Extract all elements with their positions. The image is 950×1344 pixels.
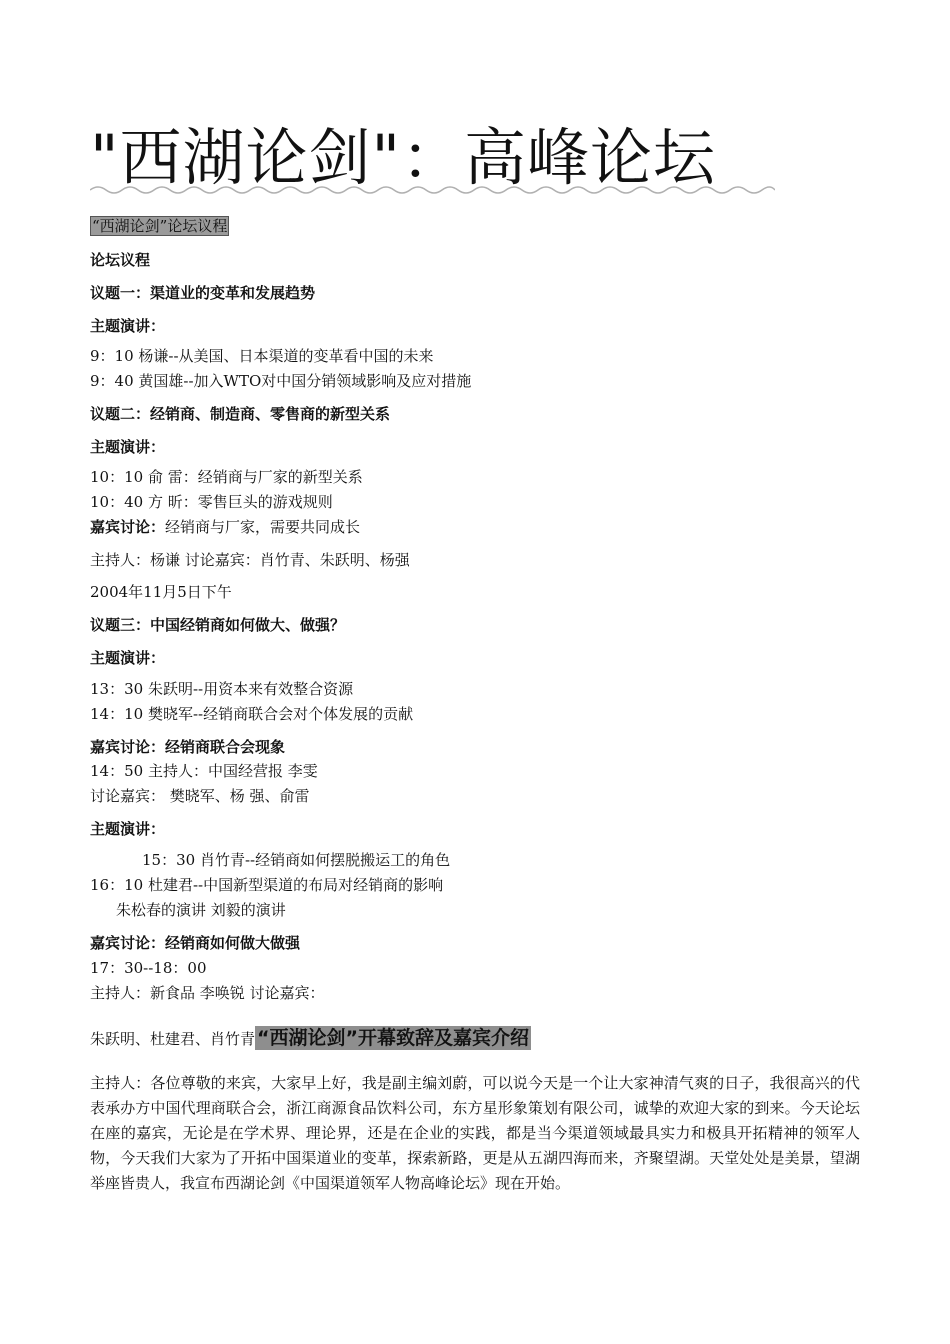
schedule-item: 16：10 杜建君--中国新型渠道的布局对经销商的影响 <box>90 876 444 894</box>
time-line: 17：30--18：00 <box>90 959 207 977</box>
page-title: "西湖论剑"：高峰论坛 <box>90 121 717 194</box>
schedule-item: 9：10 杨谦--从美国、日本渠道的变革看中国的未来 <box>90 347 434 365</box>
speech-label: 主题演讲： <box>90 438 166 456</box>
wavy-underline <box>90 184 775 196</box>
panel-discussion: 嘉宾讨论：经销商联合会现象 <box>90 738 286 756</box>
guests-line: 讨论嘉宾： 樊晓军、杨 强、俞雷 <box>90 787 310 805</box>
host-info: 主持人：新食品 李唤锐 讨论嘉宾： <box>90 984 325 1002</box>
opening-paragraph: 主持人：各位尊敬的来宾，大家早上好，我是副主编刘蔚，可以说今天是一个让大家神清气爽的日子，我很高兴的代表承办方中国代理商联合会，浙江商源食品饮料公司，东方星形象策划有限公司，诚挚的欢迎大家的到来。今天论坛在座的嘉宾，无论是在学术界、理论界，还是在企业的实践，都是当今渠道领域最具实力和极具开拓精神的领军人物，今天我们大家为了开拓中国渠道业的变革，探索新路，更是从五湖四海而来，齐聚望湖。天堂处处是美景，望湖举座皆贵人，我宣布西湖论剑《中国渠道领军人物高峰论坛》现在开始。 <box>90 1074 860 1192</box>
schedule-item: 10：10 俞 雷：经销商与厂家的新型关系 <box>90 468 363 486</box>
opening-heading: “西湖论剑”开幕致辞及嘉宾介绍 <box>257 1027 529 1049</box>
agenda-heading-box: “西湖论剑”论坛议程 <box>92 217 228 235</box>
topic-1: 议题一：渠道业的变革和发展趋势 <box>90 284 316 302</box>
agenda-label: 论坛议程 <box>90 251 151 269</box>
speech-label: 主题演讲： <box>90 317 166 335</box>
schedule-item: 14：50 主持人：中国经营报 李雯 <box>90 762 318 780</box>
schedule-item: 9：40 黄国雄--加入WTO对中国分销领域影响及应对措施 <box>90 372 472 390</box>
panel-discussion: 嘉宾讨论：经销商与厂家，需要共同成长 <box>90 518 361 536</box>
speech-label: 主题演讲： <box>90 820 166 838</box>
date-line: 2004年11月5日下午 <box>90 583 232 601</box>
topic-2: 议题二：经销商、制造商、零售商的新型关系 <box>90 405 391 423</box>
schedule-item: 15：30 肖竹青--经销商如何摆脱搬运工的角色 <box>142 851 451 869</box>
schedule-item: 13：30 朱跃明--用资本来有效整合资源 <box>90 680 354 698</box>
guests-and-heading: 朱跃明、杜建君、肖竹青 “西湖论剑”开幕致辞及嘉宾介绍 <box>90 1027 529 1049</box>
panel-discussion: 嘉宾讨论：经销商如何做大做强 <box>90 934 301 952</box>
speech-label: 主题演讲： <box>90 649 166 667</box>
speech-names: 朱松春的演讲 刘毅的演讲 <box>116 901 286 919</box>
host-info: 主持人：杨谦 讨论嘉宾：肖竹青、朱跃明、杨强 <box>90 551 410 569</box>
schedule-item: 14：10 樊晓军--经销商联合会对个体发展的贡献 <box>90 705 414 723</box>
schedule-item: 10：40 方 昕：零售巨头的游戏规则 <box>90 493 333 511</box>
topic-3: 议题三：中国经销商如何做大、做强？ <box>90 616 346 634</box>
